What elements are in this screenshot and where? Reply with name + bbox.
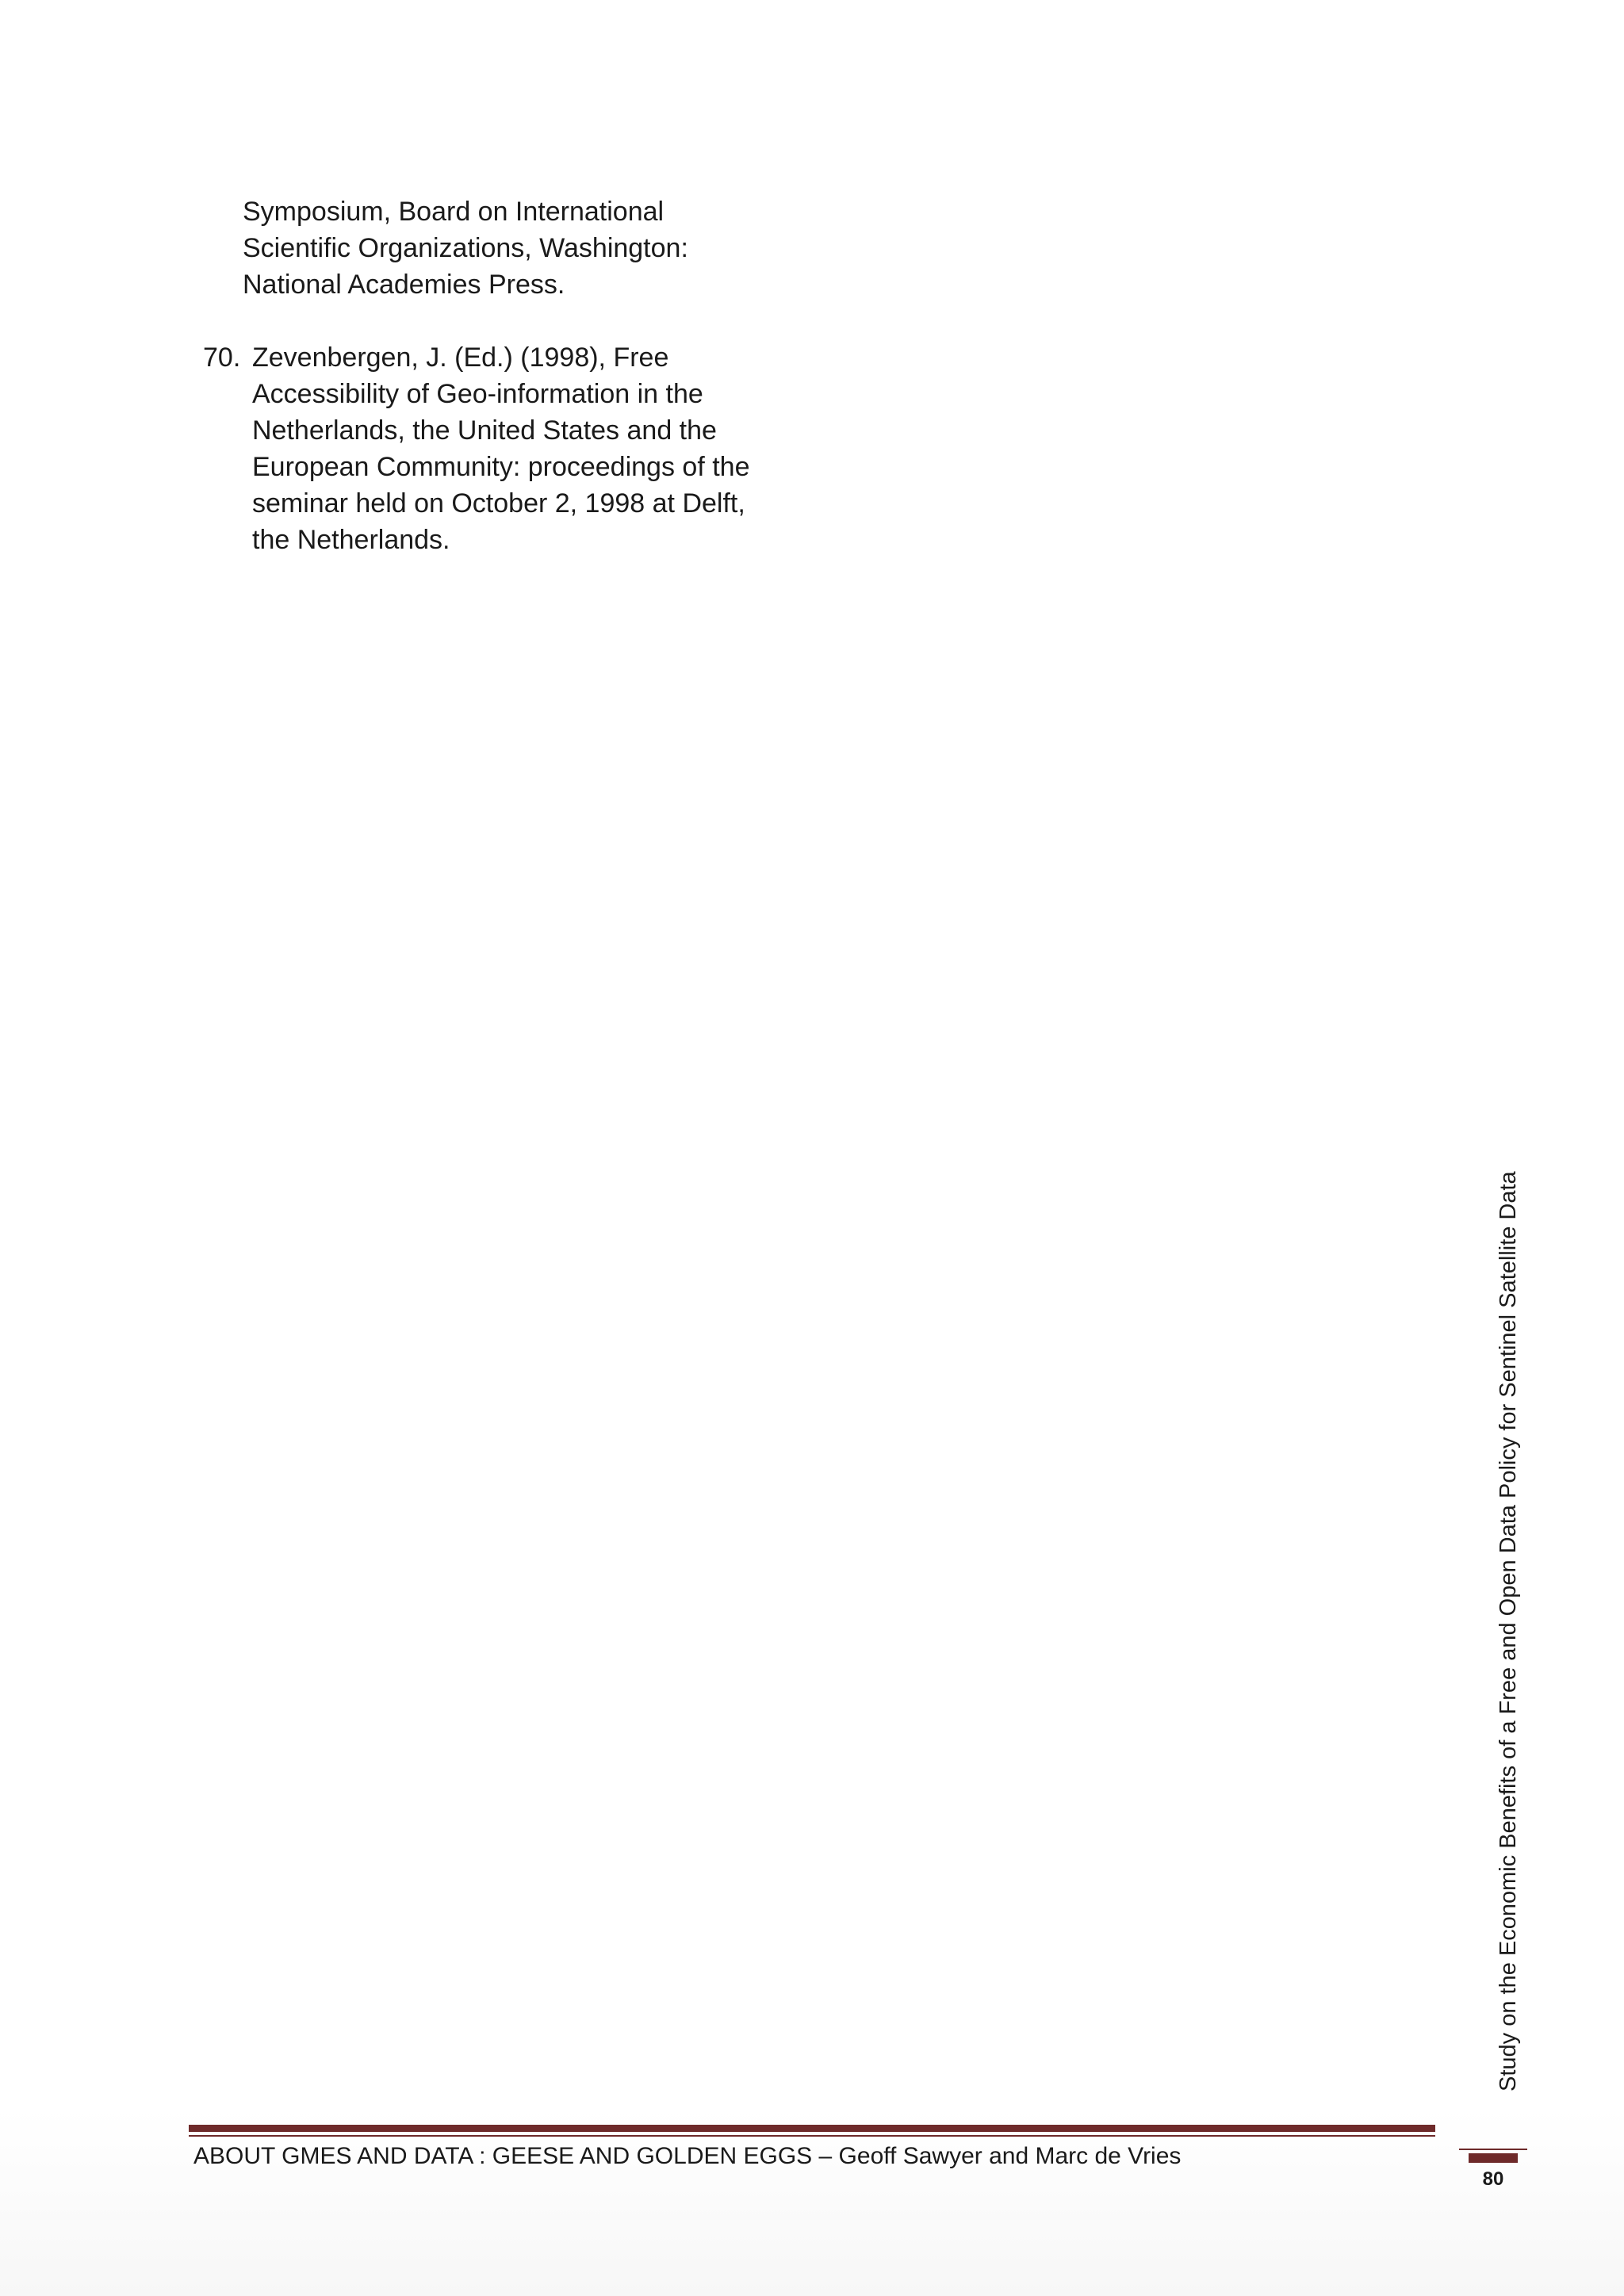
reference-line: the Netherlands. xyxy=(252,525,450,555)
reference-line: Zevenbergen, J. (Ed.) (1998), Free xyxy=(252,342,669,373)
page-number-rule-thick xyxy=(1469,2153,1518,2163)
page-number: 80 xyxy=(1482,2168,1504,2190)
reference-line: Symposium, Board on International xyxy=(243,197,665,227)
reference-text xyxy=(252,339,807,558)
footer-rule-thin xyxy=(189,2135,1435,2137)
page-number-rule-thin xyxy=(1459,2149,1527,2150)
reference-continued xyxy=(243,193,798,303)
reference-line: National Academies Press. xyxy=(243,270,565,300)
reference-line: Scientific Organizations, Washington: xyxy=(243,233,688,263)
reference-line: seminar held on October 2, 1998 at Delft, xyxy=(252,488,745,519)
footer-background xyxy=(0,2109,1624,2296)
side-document-title: Study on the Economic Benefits of a Free and Open Data Policy for Sentinel Satellite Data xyxy=(1496,1171,1521,2091)
reference-number: 70. xyxy=(203,342,241,373)
reference-line: European Community: proceedings of the xyxy=(252,452,750,482)
footer-text: ABOUT GMES AND DATA : GEESE AND GOLDEN EGGS – Geoff Sawyer and Marc de Vries xyxy=(193,2143,1182,2169)
reference-line: Netherlands, the United States and the xyxy=(252,415,717,446)
footer-rule-thick xyxy=(189,2125,1435,2132)
reference-line: Accessibility of Geo-information in the xyxy=(252,379,703,409)
